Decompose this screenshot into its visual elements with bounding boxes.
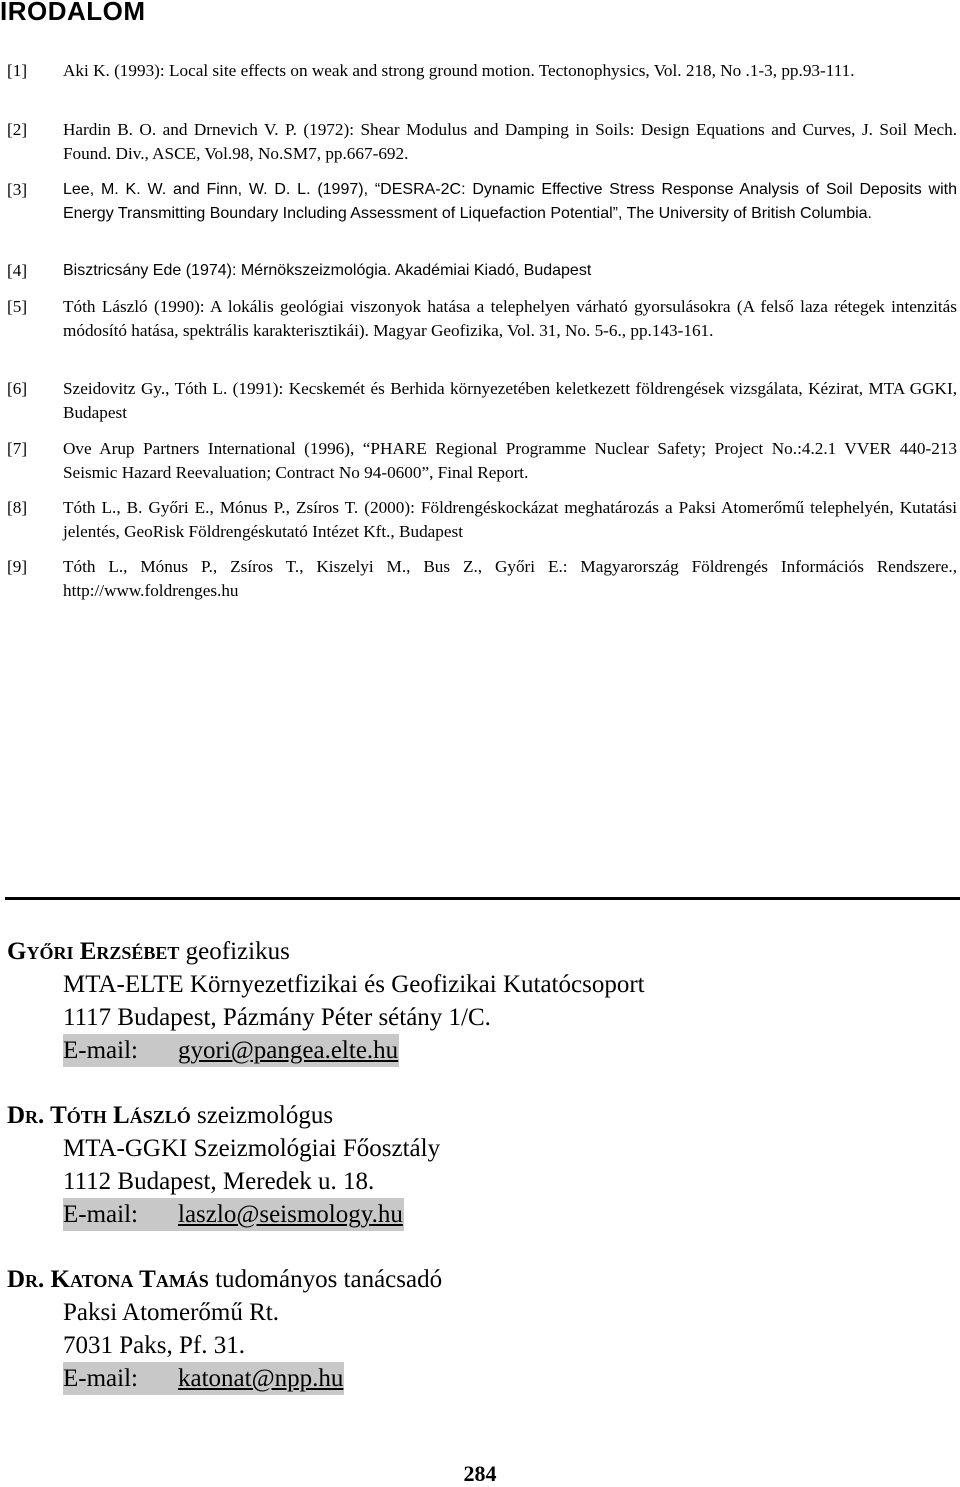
reference-text: Lee, M. K. W. and Finn, W. D. L. (1997), “DESRA-2C: Dynamic Effective Stress Response Analysis of Soil Deposits with Energy Transmitting Boundary Including Assessment of Liquefaction Potential”, The University of British Columbia. [63,181,957,222]
reference-item [7,377,957,424]
reference-number: [7] [7,439,28,458]
reference-item [7,295,957,342]
email-row [63,1198,404,1231]
email-label: E-mail: [63,1201,138,1228]
author-role: tudományos tanácsadó [215,1266,443,1293]
reference-number: [3] [7,180,28,199]
reference-text: Tóth László (1990): A lokális geológiai viszonyok hatása a telephelyen várható gyorsulásokra (A felső laza rétegek intenzitás módosító hatása, spektrális karakterisztikái). Magyar Geofizika, Vol. 31, No. 5-6., pp.143-161. [63,297,957,340]
author-name: Dr. Katona Tamás [7,1266,209,1293]
author-block [7,935,645,1067]
author-role: szeizmológus [196,1102,334,1129]
author-role: geofizikus [185,938,290,965]
author-block [7,1263,442,1395]
reference-item [7,496,957,543]
section-divider [5,897,960,900]
reference-item [7,259,957,283]
reference-number: [6] [7,379,28,398]
email-row [63,1362,344,1395]
reference-text: Ove Arup Partners International (1996), “PHARE Regional Programme Nuclear Safety; Project No.:4.2.1 VVER 440-213 Seismic Hazard Reevaluation; Contract No 94-0600”, Final Report. [63,439,957,482]
page-number: 284 [463,1461,497,1486]
author-address: 7031 Paks, Pf. 31. [63,1332,245,1359]
reference-number: [4] [7,261,28,280]
reference-text: Bisztricsány Ede (1974): Mérnökszeizmológia. Akadémiai Kiadó, Budapest [63,262,592,279]
email-link[interactable]: laszlo@seismology.hu [178,1201,403,1228]
author-institution: MTA-GGKI Szeizmológiai Főosztály [63,1135,441,1162]
reference-number: [1] [7,61,28,80]
author-institution: Paksi Atomerőmű Rt. [63,1299,279,1326]
email-row [63,1034,399,1067]
reference-text: Hardin B. O. and Drnevich V. P. (1972): Shear Modulus and Damping in Soils: Design Equations and Curves, J. Soil Mech. Found. Div., ASCE, Vol.98, No.SM7, pp.667-692. [63,120,957,163]
author-institution: MTA-ELTE Környezetfizikai és Geofizikai Kutatócsoport [63,971,645,998]
reference-item [7,59,957,83]
author-name: Dr. Tóth László [7,1102,191,1129]
reference-item [7,178,957,225]
reference-number: [8] [7,498,28,517]
author-block [7,1099,440,1231]
email-link[interactable]: gyori@pangea.elte.hu [178,1037,399,1064]
author-name: Győri Erzsébet [7,938,180,965]
author-address: 1117 Budapest, Pázmány Péter sétány 1/C. [63,1004,491,1031]
reference-item [7,437,957,484]
author-address: 1112 Budapest, Meredek u. 18. [63,1168,375,1195]
reference-number: [5] [7,297,28,316]
email-link[interactable]: katonat@npp.hu [178,1365,344,1392]
section-heading: IRODALOM [0,0,146,26]
reference-text: Szeidovitz Gy., Tóth L. (1991): Kecskemét és Berhida környezetében keletkezett földrengések vizsgálata, Kézirat, MTA GGKI, Budapest [63,379,957,422]
reference-number: [9] [7,557,28,576]
reference-item [7,118,957,165]
reference-number: [2] [7,120,28,139]
reference-text: Aki K. (1993): Local site effects on weak and strong ground motion. Tectonophysics, Vol. 218, No .1-3, pp.93-111. [63,61,855,80]
email-label: E-mail: [63,1037,138,1064]
reference-text: Tóth L., B. Győri E., Mónus P., Zsíros T. (2000): Földrengéskockázat meghatározás a Paksi Atomerőmű telephelyén, Kutatási jelentés, GeoRisk Földrengéskutató Intézet Kft., Budapest [63,498,957,541]
email-label: E-mail: [63,1365,138,1392]
reference-text: Tóth L., Mónus P., Zsíros T., Kiszelyi M., Bus Z., Győri E.: Magyarország Földrengés Információs Rendszere., http://www.foldrenges.hu [63,557,957,600]
reference-item [7,555,957,602]
